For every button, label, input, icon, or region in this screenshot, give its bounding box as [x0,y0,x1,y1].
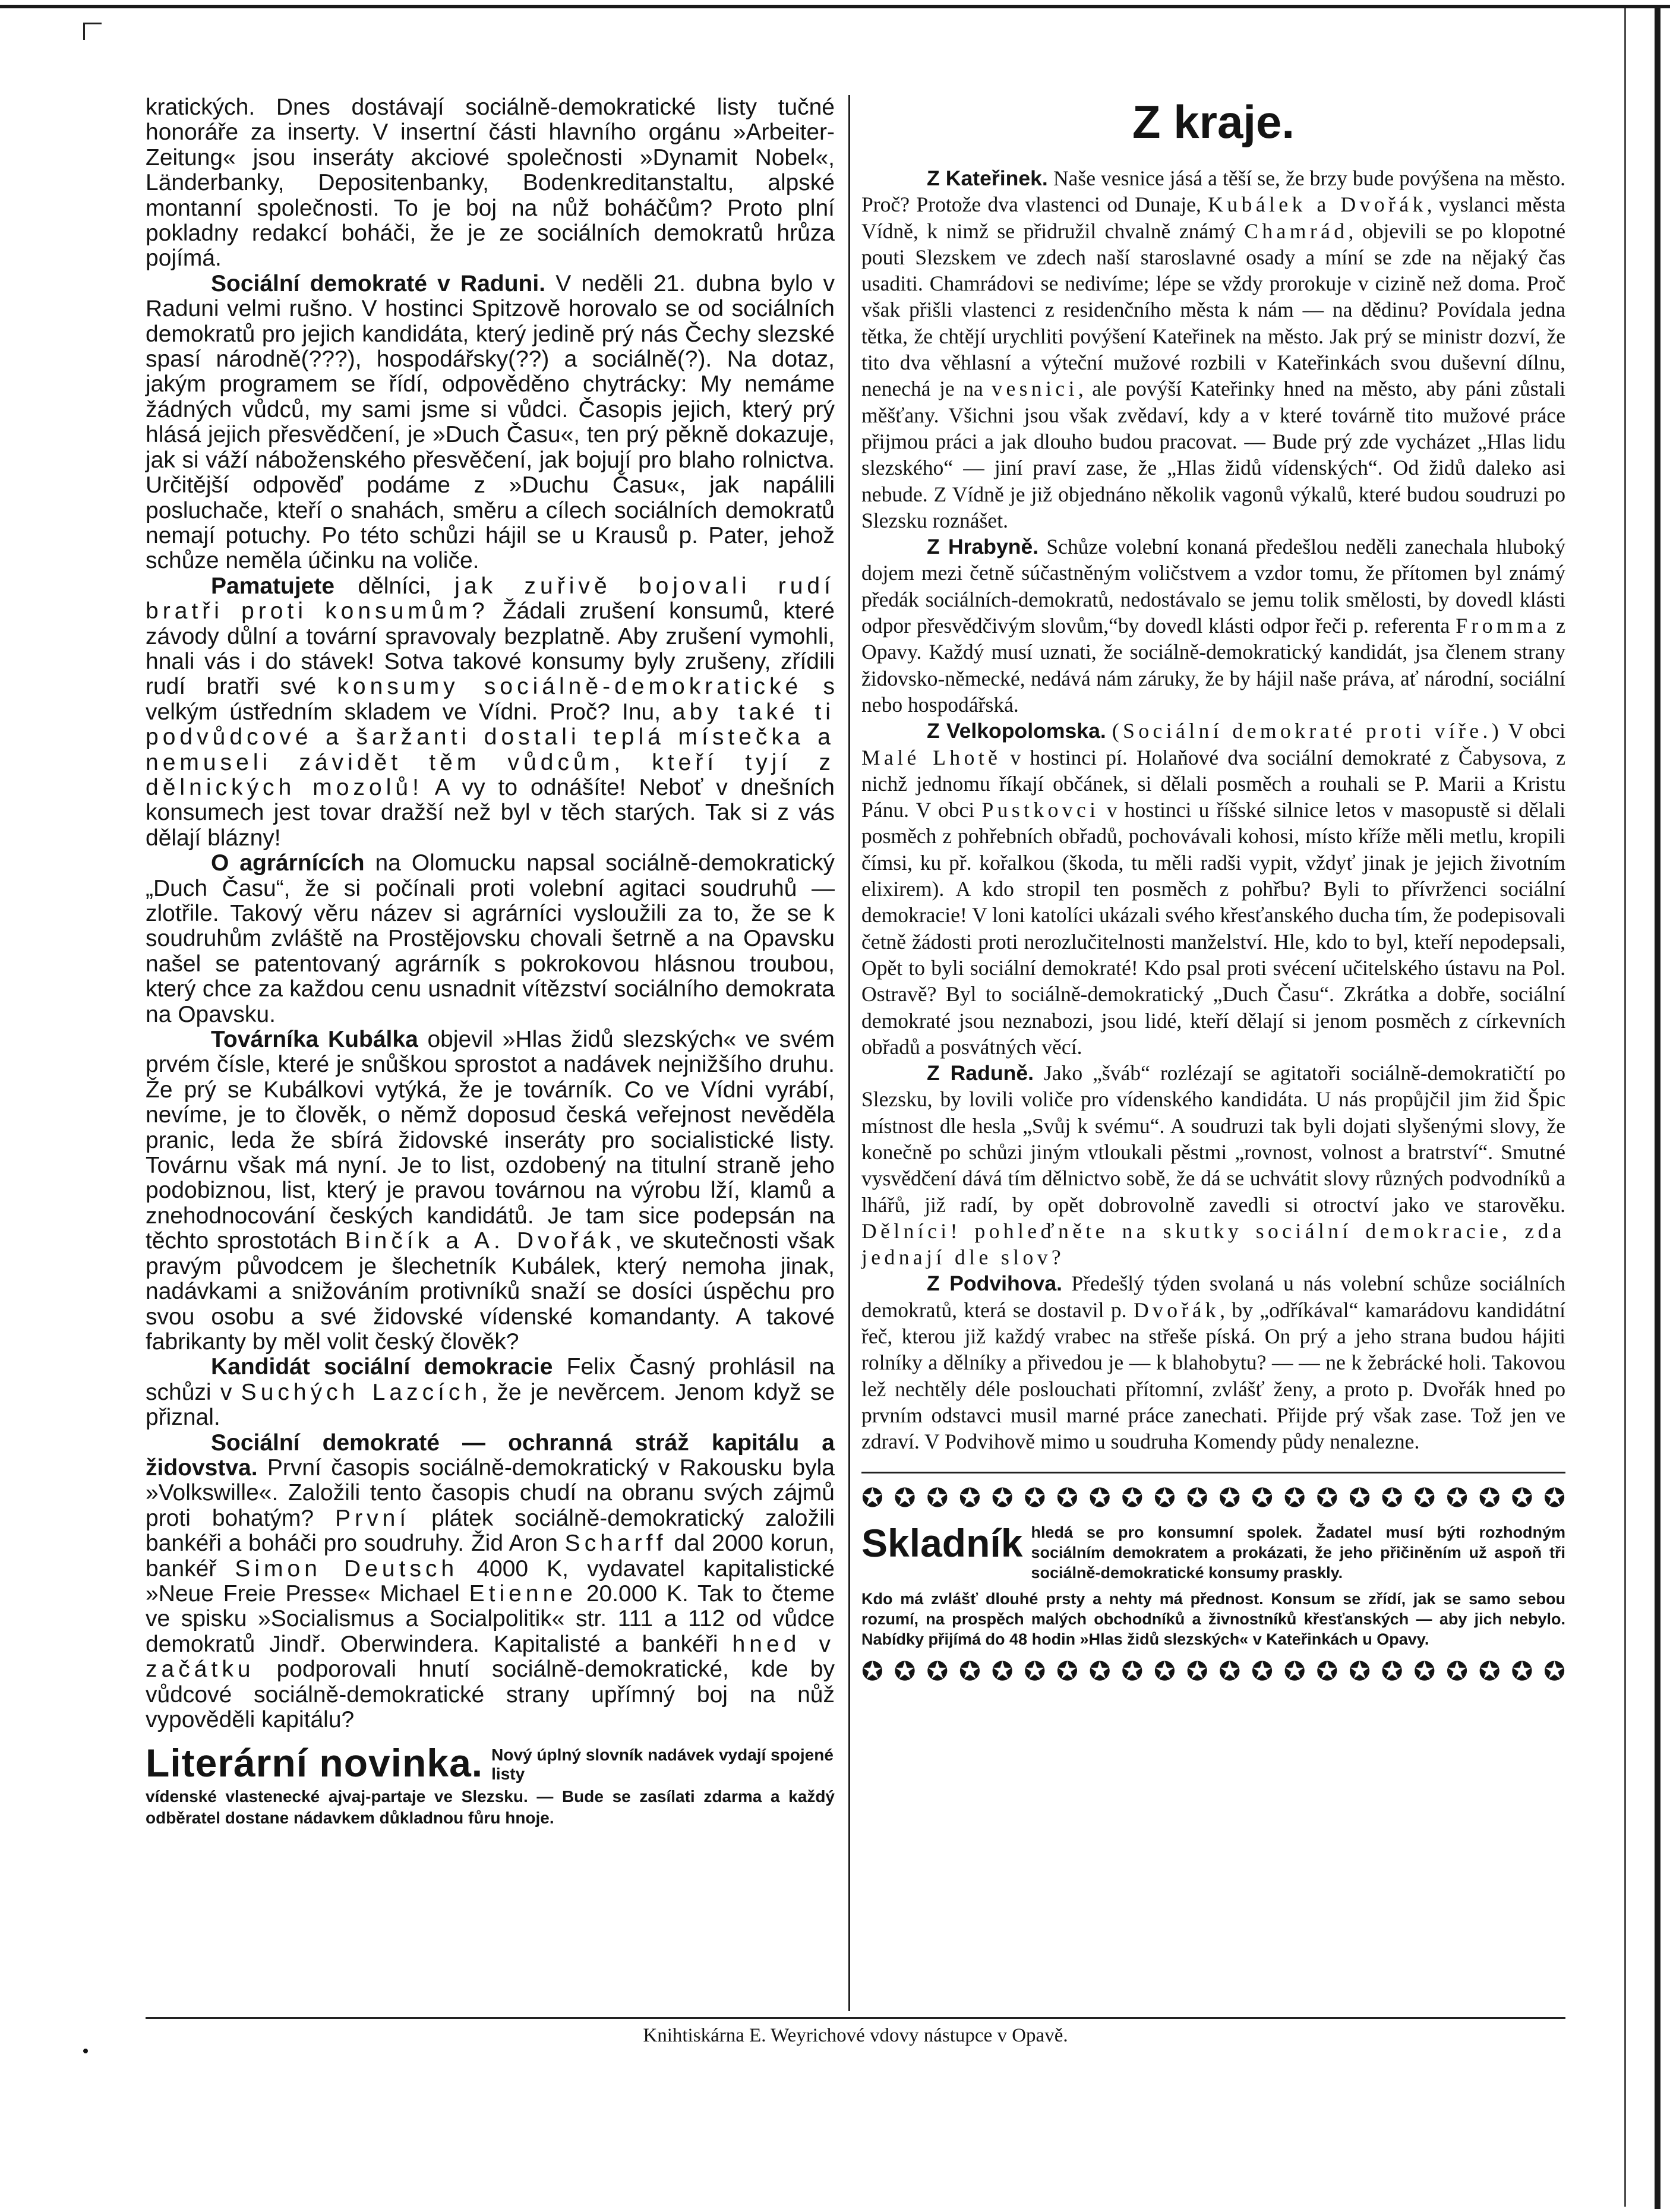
article-pamatujete-spaced-3: aby také ti podvůdcové a šaržanti dostali teplá místečka a nemuseli závidět těm vůdcům, kteří tyjí z dělnických mozolů! [146,699,835,800]
article-pamatujete-spaced-1: jak zuřivě bojovali rudí bratři proti konsumům? [146,573,835,624]
report-katerinky-text-d: , ale povýší Kateřinky hned na město, aby páni zůstali měšťany. Všichni jsou však zvědaví, kdy a v které továrně tito mužové práce přijmou práci a jak dlouho budou pracovat. — Bude prý zde vycházet „Hlas lidu slezského“ — jiní praví zase, že „Hlas židů vídenských“. Od židů daleko asi nebude. Z Vídně je již objednáno několik vagonů výkalů, které budou soudruzi po Slezsku roznášet. [861,377,1565,532]
report-podvihov-spaced: Dvořák [1133,1298,1220,1322]
article-ochranna-straz-heading: Sociální demokraté — ochranná stráž kapitálu a židovstva. [146,1430,835,1481]
article-raduni-heading: Sociální demokraté v Raduni. [211,270,546,296]
article-kandidat-text-b: , že je nevěrcem. Jenom když se přiznal. [146,1379,835,1431]
literary-notice [146,1742,835,1829]
report-katerinky [861,165,1565,534]
report-podvihov [861,1270,1565,1454]
article-ochranna-straz-spaced-5: hned v začátku [146,1631,835,1683]
article-pamatujete-heading: Pamatujete [211,573,335,599]
article-kandidat-spaced: Suchých Lazcích [241,1379,482,1405]
advertisement-star-border-bottom: ✪ ✪ ✪ ✪ ✪ ✪ ✪ ✪ ✪ ✪ ✪ ✪ ✪ ✪ ✪ ✪ ✪ ✪ ✪ ✪ ✪ ✪ [861,1656,1565,1686]
page-frame-right [1655,5,1660,2209]
article-ochranna-straz-text-e: 20.000 K. Tak to čteme ve spisku »Socialismus a Socialpolitik« str. 111 a 112 od vůdce demokratů Jindř. Oberwindera. Kapitalisté a bankéři [146,1580,835,1657]
article-ochranna-straz-spaced-3: Simon Deutsch [235,1555,459,1582]
report-katerinky-spaced-3: vesnici [992,377,1078,401]
report-podvihov-text-b: , by „odříkával“ kamarádovu kandidátní řeč, kterou již každý vrabec na střeše píská. On prý a jeho strana budou hájiti rolníky a dělníky a přivedou je — k blahobytu? — — ne k žebrácké holi. Takovou lež nechtěly déle poslouchati přítomní, zvlášť ženy, a proto p. Dvořák hned po prvním odstavci musil marné práce zanechati. Přijde prý však zase. Tož jen ve zdraví. V Podvihově mimo u soudruha Komendy půdy nenalezne. [861,1298,1565,1454]
article-pamatujete-spaced-2: konsumy sociálně-demokratické [337,674,803,700]
right-column [861,95,1565,1687]
article-agrarnici-text: na Olomucku napsal sociálně-demokratický „Duch Času“, že si počínali proti volební agitaci soudruhů — zlotřile. Takový věru název si agrárníci vysloužili za to, že se k soudruhům zvláště na Prostějovsku chovali šetrně a na Opavsku našel se patentovaný agrárník s pokrokovou hlásnou troubou, který chce za každou cenu usnadnit vítězství sociálního demokrata na Opavsku. [146,850,835,1027]
article-kandidat [146,1355,835,1430]
report-katerinky-heading: Z Kateřinek. [927,166,1048,190]
article-pamatujete-text-b: Žádali zrušení konsumů, které závody důlní a tovární spravovaly bezplatně. Aby zrušení vymohli, hnali vás i do stávek! Sotva takové konsumy byly zrušeny, zřídili rudí bratři své [146,598,835,700]
report-hrabyne-spaced: Fromma [1456,614,1551,638]
report-velkopolomsko-spaced-2: Pustkovci [981,798,1100,822]
literary-notice-lead: Nový úplný slovník nadávek vydají spojené listy [491,1746,834,1784]
report-podvihov-text-a: Předešlý týden svolaná u nás volební schůze sociálních demokratů, která se dostavil p. [861,1271,1565,1322]
report-velkopolomsko-heading: Z Velkopolomska. [927,719,1106,743]
literary-notice-title: Literární novinka. [146,1741,484,1785]
footer-rule [146,2017,1565,2019]
report-hrabyne-text-b: z Opavy. Každý musí uznati, že sociálně-demokratický kandidát, jsa členem strany židovsko-německé, nedává nám záruky, že by hájil naše práva, ať národní, sociální nebo hospodářská. [861,614,1565,717]
corner-crop-mark [83,23,102,40]
report-hrabyne-text-a: Schůze volební konaná předešlou neděli zanechala hluboký dojem mezi četně súčastněným voličstvem a vzdor tomu, že přítomen byl známý předák sociálních-demokratů, nedostávalo se jemu tolik smělosti, by dovedl klásti odpor přesvědčivým slovům,“by dovedl klásti odpor řeči p. referenta [861,535,1565,638]
report-hrabyne-heading: Z Hrabyně. [927,535,1039,559]
report-katerinky-spaced-2: Chamrád [1244,219,1349,243]
article-raduni [146,272,835,574]
report-podvihov-heading: Z Podvihova. [927,1271,1062,1296]
report-velkopolomsko-text-a: V obci [1502,719,1565,743]
advertisement-star-border-top: ✪ ✪ ✪ ✪ ✪ ✪ ✪ ✪ ✪ ✪ ✪ ✪ ✪ ✪ ✪ ✪ ✪ ✪ ✪ ✪ ✪ ✪ [861,1483,1565,1513]
article-kubalek-heading: Továrníka Kubálka [211,1027,418,1053]
printer-imprint: Knihtiskárna E. Weyrichové vdovy nástupce v Opavě. [643,2025,1068,2046]
advertisement-title: Skladník [861,1520,1023,1565]
advertisement-text-a: hledá se pro konsumní spolek. Žadatel musí býti rozhodným sociálním demokratem a prokázati, že jeho přičiněním už aspoň tři sociálně-demokratické konsumy praskly. [1031,1523,1565,1582]
report-radune-spaced: Dělníci! pohleďněte na skutky sociální demokracie, zda jednají dle slov? [861,1219,1565,1270]
advertisement-rule [861,1472,1565,1473]
article-ochranna-straz-text-d: 4000 K, vydavatel kapitalistické »Neue Freie Presse« Michael [146,1555,835,1607]
report-katerinky-spaced-1: Kubálek a Dvořák [1208,193,1427,217]
page-frame-top [0,5,1670,8]
report-radune-text-a: Jako „šváb“ rozlézají se agitatoři sociálně-demokratičtí po Slezsku, by lovili voliče pro vídenského kandidáta. U nás propůjčil jim žid Špic místnost dle hesla „Svůj k svému“. A soudruzi tak byli dojati slyšenými slovy, že konečně po schůzi jiným vtloukali pěstmi „rovnost, volnost a bratrství“. Smutné vysvědčení dává tím dělnictvo sobě, že dá se uchvátit slovy různých podvodníků a lhářů, již radí, by opět dobrovolně zavedli si otroctví jako ve starověku. [861,1061,1565,1217]
left-column [146,95,835,1829]
report-hrabyne [861,534,1565,718]
article-kandidat-heading: Kandidát sociální demokracie [211,1354,553,1380]
advertisement-text-b: Kdo má zvlášť dlouhé prsty a nehty má přednost. Konsum se zřídí, jak se samo sebou rozumí, na prospěch malých obchodníků a živnostníků křesťanských — aby jich nebylo. Nabídky přijímá do 48 hodin »Hlas židů slezských« v Kateřinkách u Opavy. [861,1589,1565,1648]
report-katerinky-text-b: , vyslanci města Vídně, k nimž se přidružil chvalně známý [861,193,1565,243]
article-pamatujete [146,574,835,851]
article-pamatujete-text-a: dělníci, [334,573,455,599]
article-continued-text: kratických. Dnes dostávají sociálně-demokratické listy tučné honoráře za inserty. V insertní části hlavního orgánu »Arbeiter-Zeitung« jsou inseráty akciové společnosti »Dynamit Nobel«, Länderbanky, Depositenbanky, Bodenkreditanstaltu, alpské montanní společnosti. To je boj na nůž boháčům? Proto plní pokladny redakcí boháči, že je ze sociálních demokratů hrůza pojímá. [146,94,835,272]
report-katerinky-text-a: Naše vesnice jásá a těší se, že brzy bude povýšena na město. Proč? Protože dva vlastenci od Dunaje, [861,166,1566,217]
article-pamatujete-text-d: A vy to odnášíte! Neboť v dnešních konsumech jest tovar dražší než byl v těch starých. Tak si z vás dělají blázny! [146,774,835,851]
article-kandidat-text-a: Felix Časný prohlásil na schůzi v [146,1354,835,1405]
report-radune-heading: Z Raduně. [927,1061,1034,1086]
article-ochranna-straz [146,1431,835,1733]
report-velkopolomsko-subtitle: (Sociální demokraté proti víře.) [1112,719,1503,743]
article-agrarnici-heading: O agrárnících [211,850,365,876]
article-kubalek-text-2: , ve skutečnosti však pravým původcem je šlechetník Kubálek, který nemoha jinak, nadávkami a snižováním protivníků snaží se dosíci úspěchu pro svou osobu a své židovské vídenské komandanty. A takové fabrikanty by měl volit český člověk? [146,1228,835,1355]
article-raduni-text: V neděli 21. dubna bylo v Raduni velmi rušno. V hostinci Spitzově horovalo se od sociálních demokratů pro jejich kandidáta, který jedině prý nás Čechy slezské spasí národně(???), hospodářsky(??) a sociálně(?). Na dotaz, jakým programem se řídí, odpověděno chytrácky: My nemáme žádných vůdců, my sami jsme si vůdci. Časopis jejich, který prý hlásá jejich přesvědčení, je »Duch Času«, ten prý pěkně dokazuje, jak si váží náboženského přesvěčení, jak bojují pro blaho rolnictva. Určitější odpověď podáme z »Duchu Času«, jak napálili posluchače, kteří o snahách, směru a cílech sociálních demokratů nemají potuchy. Po této schůzi hájil se u Krausů p. Pater, jehož schůze neměla účinku na voliče. [146,270,835,574]
literary-notice-text: vídenské vlastenecké ajvaj-partaje ve Slezsku. — Bude se zasílati zdarma a každý odběratel dostane nádavkem důkladnou fůru hnoje. [146,1787,835,1828]
article-ochranna-straz-spaced-2: Scharff [564,1531,667,1557]
article-agrarnici [146,851,835,1027]
column-divider [848,95,850,2011]
report-katerinky-text-c: , objevili se po klopotné pouti Slezskem ve zdech naší staroslavné osady a míní se zde na nějaký čas usaditi. Chamrádovi se nedivíme; lépe se vždy prorokuje v cizině než doma. Proč však přišli vlastenci z residenčního města k nám — na dědinu? Povídala jedna tětka, že chtějí urychliti povýšení Kateřinek na město. Jak prý se ministr dozví, že tito dva věhlasní a výteční mužové rozbili v Kateřinkách svou duševní dílnu, nenechá je na [861,219,1565,401]
article-kubalek [146,1027,835,1355]
section-title: Z kraje. [1132,96,1295,148]
article-pamatujete-text-c: s velkým ústředním skladem ve Vídni. Proč? Inu, [146,674,835,725]
report-velkopolomsko-text-b: v hostinci pí. Holaňové dva sociální demokraté z Čabysova, z nichž jednomu říkají občánek, si dělali posměch a rouhali se P. Marii a Kristu Pánu. V obci [861,745,1565,822]
report-velkopolomsko-text-c: v hostinci u říšské silnice letos v masopustě si dělali posměch z pohřebních obřadů, pochovávali kohosi, místo kříže měli metlu, kropili čímsi, ku př. kořalkou (škoda, tu měli radši vypit, vždyť jinak je jejich životním elixirem). A kdo stropil ten posměch z pohřbu? Byli to přívrženci sociální demokracie! V loni katolíci ukázali svého křesťanského ducha tím, že podepisovali četně žádosti proti nerozlučitelnosti manželství. Hle, kdo to byl, kteří nepodepsali, Opět to byli sociální demokraté! Kdo psal proti svécení učitelského ústavu na Pol. Ostravě? Byl to sociálně-demokratický „Duch Času“. Zkrátka a dobře, sociální demokraté jsou neznabozi, jsou lidé, kteří dělají si jenom posměch z církevních obřadů a posvátných věcí. [861,798,1565,1059]
article-continued [146,95,835,272]
margin-dot [83,2049,88,2053]
report-velkopolomsko [861,718,1565,1060]
article-ochranna-straz-text-f: podporovali hnutí sociálně-demokratické, kde by vůdcové sociálně-demokratické strany upřímný boj na nůž vypověděli kapitálu? [146,1656,835,1733]
literary-notice-title-line [146,1742,835,1784]
article-ochranna-straz-text-c: dal 2000 korun, bankéř [146,1531,835,1582]
article-ochranna-straz-text-b: plátek sociálně-demokratický založili bankéři a boháči pro soudruhy. Žid Aron [146,1505,835,1557]
advertisement-skladnik [861,1522,1565,1583]
article-kubalek-text: objevil »Hlas židů slezských« ve svém prvém čísle, které je snůškou sprostot a nadávek nejnižšího druhu. Že prý se Kubálkovi vytýká, že je továrník. Co ve Vídni vyrábí, nevíme, je to člověk, o němž doposud česká veřejnost nevěděla pranic, leda že sbírá židovské inseráty pro socialistické listy. Továrnu však má nyní. Je to list, ozdobený na titulní straně jeho podobiznou, list, který je pravou továrnou na výrobu lží, klamů a znehodnocování českých kandidátů. Je tam sice podepsán na těchto sprostotách [146,1027,835,1254]
report-radune [861,1060,1565,1270]
scan-edge-line [1624,8,1626,2207]
article-ochranna-straz-spaced-4: Etienne [469,1580,577,1607]
report-velkopolomsko-spaced-1: Malé Lhotě [861,745,1002,769]
article-kubalek-spaced: Binčík a A. Dvořák [345,1228,615,1254]
article-ochranna-straz-spaced-1: První [335,1505,411,1531]
article-ochranna-straz-text-a: První časopis sociálně-demokratický v Rakousku byla »Volkswille«. Založili tento časopis chudí na obranu svých zájmů proti bohatým? [146,1454,835,1531]
